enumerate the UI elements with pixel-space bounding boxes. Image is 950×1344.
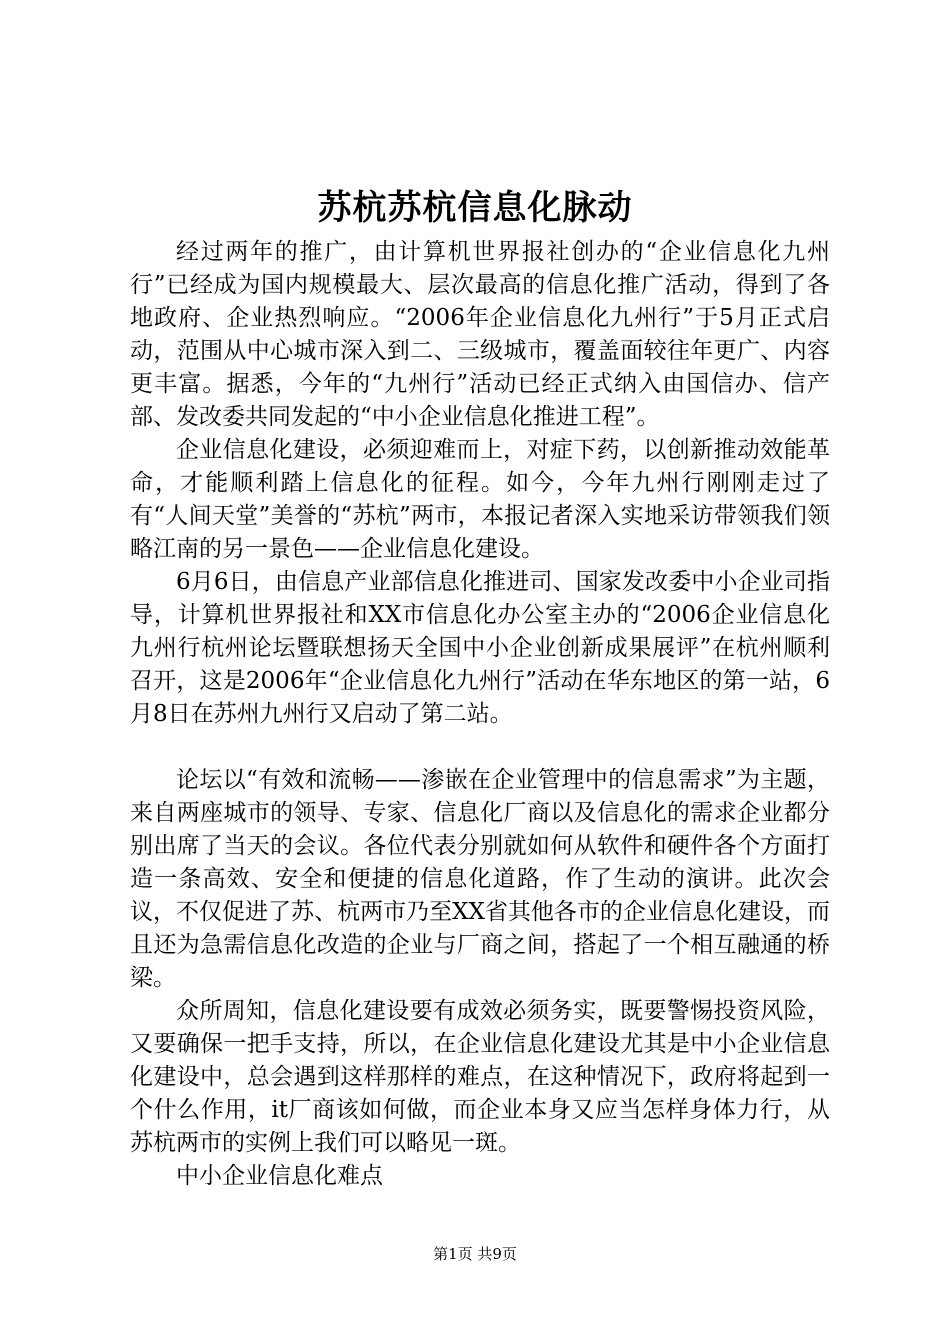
paragraph-3: 6月6日，由信息产业部信息化推进司、国家发改委中小企业司指导，计算机世界报社和XX市信息化办公室主办的“2006企业信息化九州行杭州论坛暨联想扬天全国中小企业创新成果展评”在杭州顺利召开，这是2006年“企业信息化九州行”活动在华东地区的第一站，6月8日在苏州九州行又启动了第二站。 <box>130 569 830 727</box>
paragraph-4: 论坛以“有效和流畅——渗嵌在企业管理中的信息需求”为主题，来自两座城市的领导、专家、信息化厂商以及信息化的需求企业都分别出席了当天的会议。各位代表分别就如何从软件和硬件各个方面打造一条高效、安全和便捷的信息化道路，作了生动的演讲。此次会议，不仅促进了苏、杭两市乃至XX省其他各市的企业信息化建设，而且还为急需信息化改造的企业与厂商之间，搭起了一个相互融通的桥梁。 <box>130 767 830 991</box>
document-body <box>130 236 830 1193</box>
section-heading: 中小企业信息化难点 <box>176 1163 383 1189</box>
paragraph-2: 企业信息化建设，必须迎难而上，对症下药，以创新推动效能革命，才能顺利踏上信息化的征程。如今，今年九州行刚刚走过了有“人间天堂”美誉的“苏杭”两市，本报记者深入实地采访带领我们领略江南的另一景色——企业信息化建设。 <box>130 437 830 562</box>
document-title: 苏杭苏杭信息化脉动 <box>317 188 633 228</box>
paragraph-5: 众所周知，信息化建设要有成效必须务实，既要警惕投资风险，又要确保一把手支持，所以，在企业信息化建设尤其是中小企业信息化建设中，总会遇到这样那样的难点，在这种情况下，政府将起到一个什么作用，it厂商该如何做，而企业本身又应当怎样身体力行，从苏杭两市的实例上我们可以略见一斑。 <box>130 998 830 1156</box>
paragraph-1: 经过两年的推广，由计算机世界报社创办的“企业信息化九州行”已经成为国内规模最大、层次最高的信息化推广活动，得到了各地政府、企业热烈响应。“2006年企业信息化九州行”于5月正式启动，范围从中心城市深入到二、三级城市，覆盖面较往年更广、内容更丰富。据悉，今年的“九州行”活动已经正式纳入由国信办、信产部、发改委共同发起的“中小企业信息化推进工程”。 <box>130 239 830 430</box>
page-footer: 第1页 共9页 <box>433 1245 517 1263</box>
